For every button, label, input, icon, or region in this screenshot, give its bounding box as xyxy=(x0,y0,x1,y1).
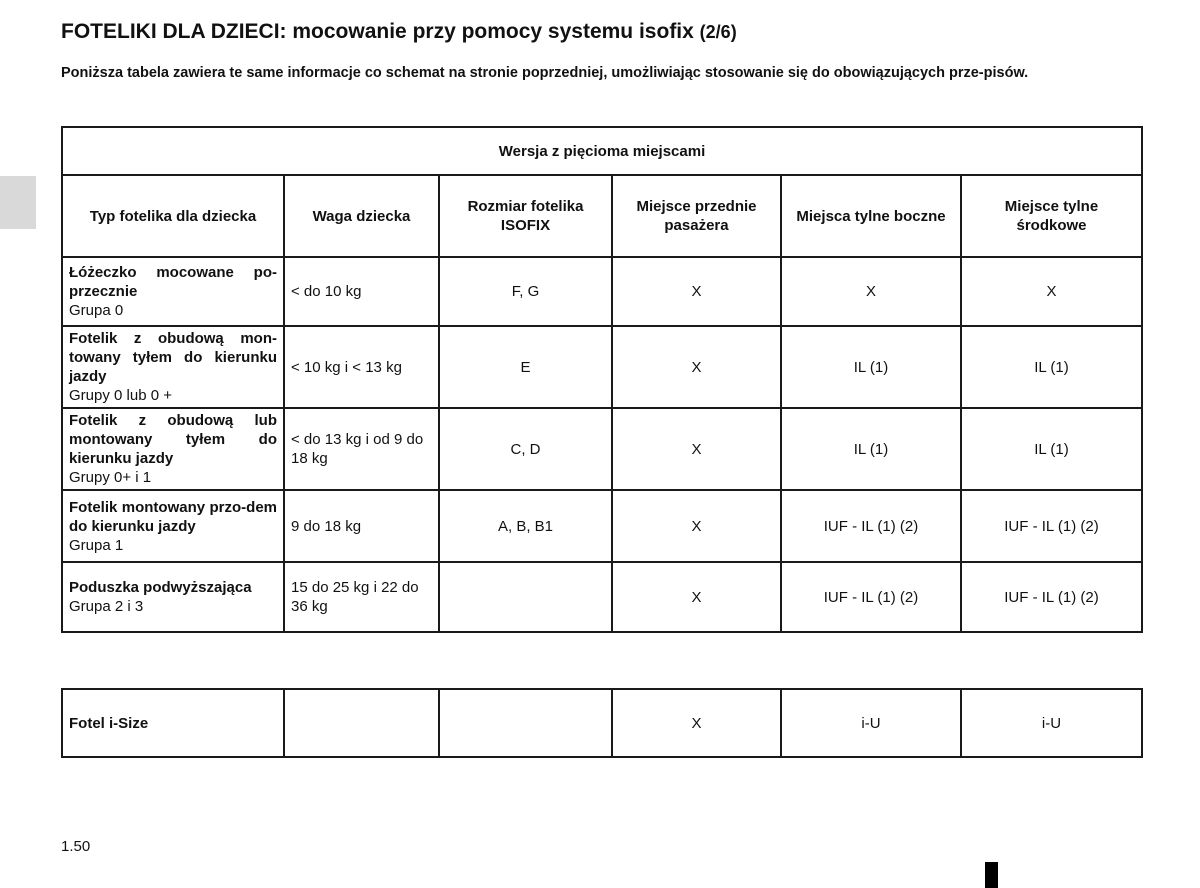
table-caption: Wersja z pięcioma miejscami xyxy=(62,127,1142,175)
type-group: Grupy 0+ i 1 xyxy=(69,469,152,486)
weight-cell: 9 do 18 kg xyxy=(284,490,439,562)
header-cell-front: Miejsce przednie pasażera xyxy=(612,175,781,257)
rear-side-cell: IUF - IL (1) (2) xyxy=(781,562,961,632)
table-row xyxy=(62,257,1142,326)
rear-side-cell: IUF - IL (1) (2) xyxy=(781,490,961,562)
type-cell xyxy=(62,490,284,562)
table-header-row xyxy=(62,175,1142,257)
rear-center-cell: IL (1) xyxy=(961,408,1142,490)
type-name: Poduszka podwyższająca xyxy=(69,579,252,596)
table-row xyxy=(62,490,1142,562)
type-group: Grupy 0 lub 0 + xyxy=(69,387,172,404)
size-cell xyxy=(439,689,612,757)
page-edge-marker xyxy=(985,862,998,888)
type-cell xyxy=(62,326,284,408)
type-name: Fotelik z obudową mon-towany tyłem do kierunku jazdy xyxy=(69,330,277,385)
rear-side-cell: X xyxy=(781,257,961,326)
page-number: 1.50 xyxy=(61,838,91,855)
header-cell-rear-side: Miejsca tylne boczne xyxy=(781,175,961,257)
type-cell xyxy=(62,408,284,490)
front-seat-cell: X xyxy=(612,408,781,490)
type-cell xyxy=(62,257,284,326)
type-cell xyxy=(62,689,284,757)
weight-cell xyxy=(284,689,439,757)
front-seat-cell: X xyxy=(612,326,781,408)
front-seat-cell: X xyxy=(612,562,781,632)
size-cell xyxy=(439,562,612,632)
type-name: Fotelik montowany przo-dem do kierunku jazdy xyxy=(69,498,277,535)
type-group: Grupa 0 xyxy=(69,302,124,319)
weight-cell: < do 13 kg i od 9 do 18 kg xyxy=(284,408,439,490)
table-row xyxy=(62,326,1142,408)
size-cell: A, B, B1 xyxy=(439,490,612,562)
header-cell-rear-center: Miejsce tylne środkowe xyxy=(961,175,1142,257)
table-row xyxy=(62,562,1142,632)
rear-center-cell: i-U xyxy=(961,689,1142,757)
weight-cell: < do 10 kg xyxy=(284,257,439,326)
isofix-table xyxy=(61,126,1143,633)
front-seat-cell: X xyxy=(612,689,781,757)
type-name: Łóżeczko mocowane po-przecznie xyxy=(69,264,277,300)
rear-side-cell: i-U xyxy=(781,689,961,757)
rear-center-cell: IUF - IL (1) (2) xyxy=(961,490,1142,562)
weight-cell: < 10 kg i < 13 kg xyxy=(284,326,439,408)
table-row xyxy=(62,689,1142,757)
type-name: Fotelik z obudową lub montowany tyłem do kierunku jazdy xyxy=(69,412,277,467)
front-seat-cell: X xyxy=(612,490,781,562)
size-cell: F, G xyxy=(439,257,612,326)
size-cell: E xyxy=(439,326,612,408)
type-name: Fotel i-Size xyxy=(69,714,149,732)
rear-center-cell: IUF - IL (1) (2) xyxy=(961,562,1142,632)
weight-cell: 15 do 25 kg i 22 do 36 kg xyxy=(284,562,439,632)
page-title xyxy=(61,20,737,44)
type-group: Grupa 1 xyxy=(69,536,124,554)
header-cell-weight: Waga dziecka xyxy=(284,175,439,257)
table-caption-row xyxy=(62,127,1142,175)
intro-text: Poniższa tabela zawiera te same informacje co schemat na stronie poprzedniej, umożliwiając stosowanie się do obowiązujących prze-pisów. xyxy=(61,65,1029,81)
front-seat-cell: X xyxy=(612,257,781,326)
title-main: FOTELIKI DLA DZIECI: mocowanie przy pomocy systemu isofix xyxy=(61,20,694,43)
rear-center-cell: IL (1) xyxy=(961,326,1142,408)
header-cell-type: Typ fotelika dla dziecka xyxy=(62,175,284,257)
rear-side-cell: IL (1) xyxy=(781,326,961,408)
table-row xyxy=(62,408,1142,490)
size-cell: C, D xyxy=(439,408,612,490)
chapter-tab xyxy=(0,176,36,229)
title-part: (2/6) xyxy=(699,22,737,42)
rear-side-cell: IL (1) xyxy=(781,408,961,490)
type-group: Grupa 2 i 3 xyxy=(69,598,144,615)
rear-center-cell: X xyxy=(961,257,1142,326)
header-cell-size: Rozmiar fotelika ISOFIX xyxy=(439,175,612,257)
type-cell xyxy=(62,562,284,632)
isize-table xyxy=(61,688,1143,758)
